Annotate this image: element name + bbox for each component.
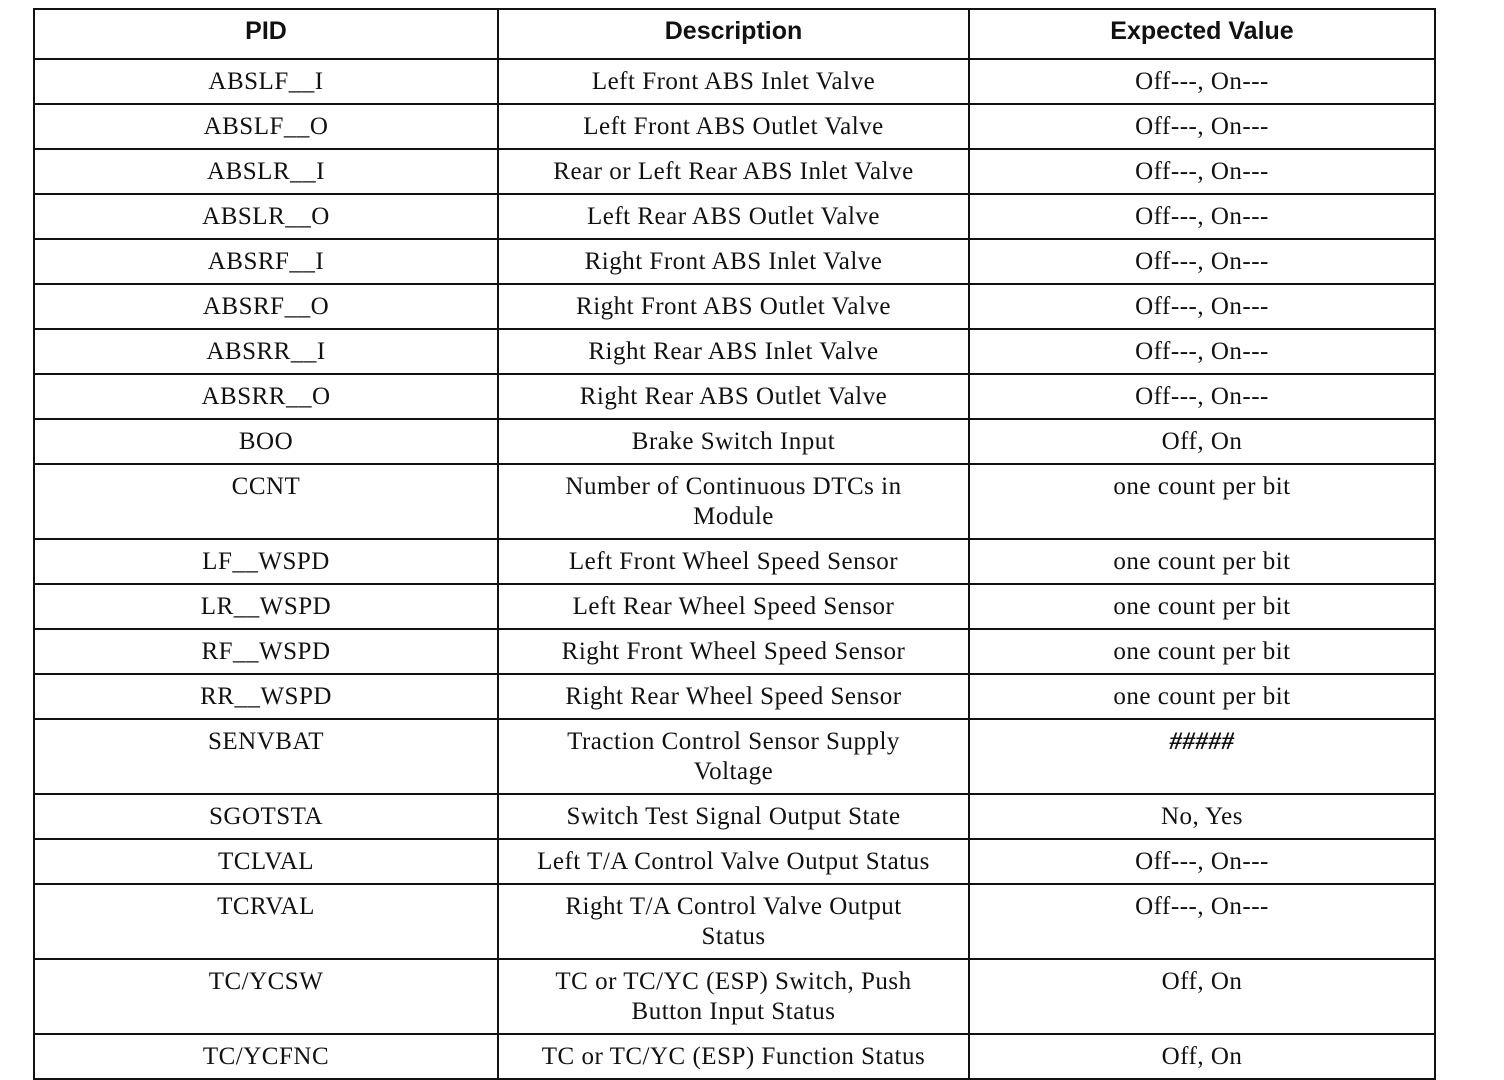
cell-description: Switch Test Signal Output State (498, 794, 969, 839)
table-row (34, 584, 1435, 629)
table-row (34, 374, 1435, 419)
table-row (34, 539, 1435, 584)
cell-pid: ABSRR__O (34, 374, 498, 419)
cell-pid: TC/YCFNC (34, 1034, 498, 1079)
cell-pid: LF__WSPD (34, 539, 498, 584)
column-header-description: Description (498, 9, 969, 59)
table-row (34, 839, 1435, 884)
cell-description: Left T/A Control Valve Output Status (498, 839, 969, 884)
cell-pid: ABSLR__O (34, 194, 498, 239)
cell-expected-value: Off, On (969, 1034, 1435, 1079)
cell-pid: LR__WSPD (34, 584, 498, 629)
table-row (34, 194, 1435, 239)
cell-expected-value: one count per bit (969, 464, 1435, 539)
cell-expected-value: Off---, On--- (969, 239, 1435, 284)
table-row (34, 884, 1435, 959)
column-header-pid: PID (34, 9, 498, 59)
cell-expected-value: one count per bit (969, 539, 1435, 584)
table-row (34, 104, 1435, 149)
cell-pid: ABSRR__I (34, 329, 498, 374)
table-row (34, 629, 1435, 674)
cell-expected-value: one count per bit (969, 629, 1435, 674)
cell-description: Left Front ABS Outlet Valve (498, 104, 969, 149)
cell-pid: RR__WSPD (34, 674, 498, 719)
table-row (34, 239, 1435, 284)
cell-description: Right Rear Wheel Speed Sensor (498, 674, 969, 719)
cell-description: TC or TC/YC (ESP) Function Status (498, 1034, 969, 1079)
table-row (34, 1034, 1435, 1079)
table-row (34, 284, 1435, 329)
cell-pid: SGOTSTA (34, 794, 498, 839)
cell-description: Left Rear Wheel Speed Sensor (498, 584, 969, 629)
cell-expected-value: Off---, On--- (969, 329, 1435, 374)
cell-pid: RF__WSPD (34, 629, 498, 674)
cell-pid: TCLVAL (34, 839, 498, 884)
cell-description: TC or TC/YC (ESP) Switch, Push Button Input Status (498, 959, 969, 1034)
table-row (34, 959, 1435, 1034)
cell-description: Rear or Left Rear ABS Inlet Valve (498, 149, 969, 194)
table-header-row (34, 9, 1435, 59)
table-row (34, 794, 1435, 839)
cell-description: Right Front ABS Inlet Valve (498, 239, 969, 284)
cell-description: Brake Switch Input (498, 419, 969, 464)
cell-expected-value: Off---, On--- (969, 884, 1435, 959)
cell-expected-value: Off---, On--- (969, 194, 1435, 239)
table-row (34, 674, 1435, 719)
cell-pid: TCRVAL (34, 884, 498, 959)
cell-expected-value: Off, On (969, 419, 1435, 464)
cell-description: Right Front Wheel Speed Sensor (498, 629, 969, 674)
cell-expected-value: Off---, On--- (969, 839, 1435, 884)
cell-expected-value: Off---, On--- (969, 104, 1435, 149)
cell-pid: CCNT (34, 464, 498, 539)
cell-expected-value: one count per bit (969, 584, 1435, 629)
cell-expected-value: one count per bit (969, 674, 1435, 719)
cell-expected-value: Off---, On--- (969, 374, 1435, 419)
table-row (34, 59, 1435, 104)
cell-pid: ABSLR__I (34, 149, 498, 194)
table-row (34, 149, 1435, 194)
cell-description: Right Rear ABS Outlet Valve (498, 374, 969, 419)
cell-pid: ABSRF__I (34, 239, 498, 284)
table-row (34, 419, 1435, 464)
cell-expected-value: Off---, On--- (969, 284, 1435, 329)
cell-pid: TC/YCSW (34, 959, 498, 1034)
cell-description: Traction Control Sensor Supply Voltage (498, 719, 969, 794)
cell-expected-value: Off---, On--- (969, 59, 1435, 104)
cell-expected-value: Off, On (969, 959, 1435, 1034)
cell-description: Right Rear ABS Inlet Valve (498, 329, 969, 374)
table-row (34, 719, 1435, 794)
cell-description: Number of Continuous DTCs in Module (498, 464, 969, 539)
cell-pid: BOO (34, 419, 498, 464)
cell-expected-value: No, Yes (969, 794, 1435, 839)
pid-table (33, 8, 1436, 1080)
cell-pid: ABSLF__I (34, 59, 498, 104)
column-header-expected-value: Expected Value (969, 9, 1435, 59)
cell-pid: ABSRF__O (34, 284, 498, 329)
cell-pid: SENVBAT (34, 719, 498, 794)
cell-pid: ABSLF__O (34, 104, 498, 149)
cell-description: Left Front ABS Inlet Valve (498, 59, 969, 104)
cell-description: Right T/A Control Valve Output Status (498, 884, 969, 959)
cell-expected-value: ##### (969, 719, 1435, 794)
cell-expected-value: Off---, On--- (969, 149, 1435, 194)
cell-description: Right Front ABS Outlet Valve (498, 284, 969, 329)
table-row (34, 329, 1435, 374)
cell-description: Left Rear ABS Outlet Valve (498, 194, 969, 239)
table-row (34, 464, 1435, 539)
cell-description: Left Front Wheel Speed Sensor (498, 539, 969, 584)
